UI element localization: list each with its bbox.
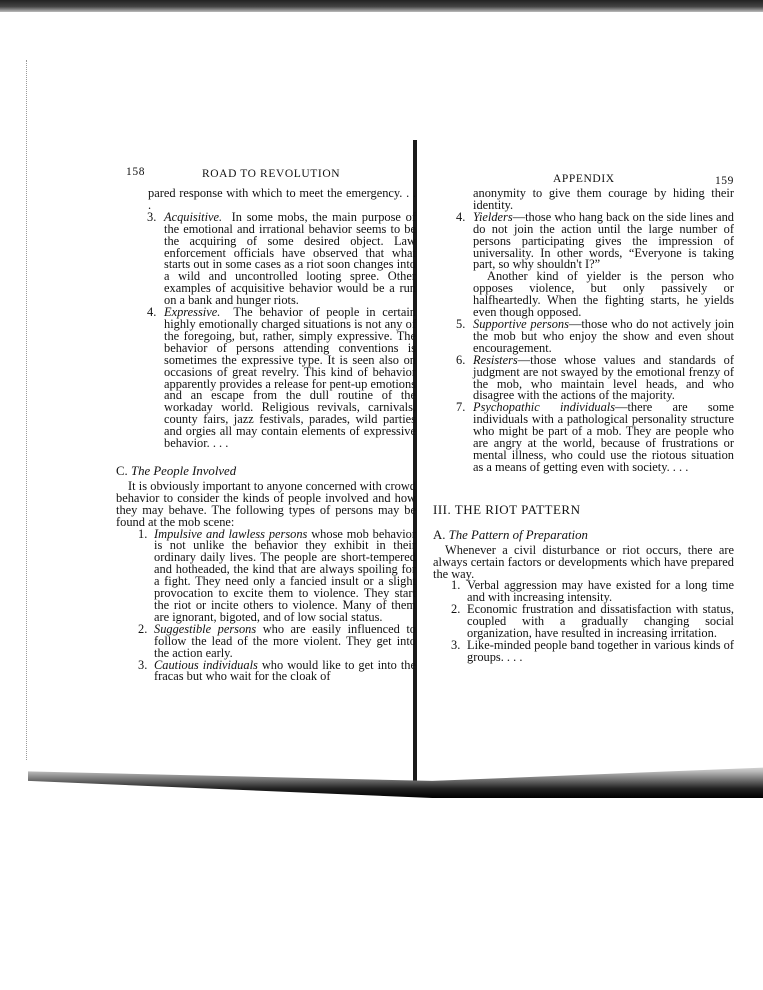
left-continuation: pared response with which to meet the emergency. . . . <box>148 186 416 212</box>
item-text: Economic frustration and dissatisfaction with status, coupled with a gradually changing social organization, have resulted in increasing irritation. <box>467 602 734 641</box>
section-label: A. <box>433 527 446 542</box>
item-number: 2. <box>138 621 148 636</box>
item-number: 3. <box>451 638 461 652</box>
item-term: Psychopathic individuals <box>473 400 616 415</box>
left-running-head <box>116 166 416 186</box>
item-text: —those who hang back on the side lines and do not join the action until the large number of persons participating gives the impression of universality. In other words, “Everyone is taking part, so why shouldn't I?” <box>473 209 734 272</box>
right-page <box>431 166 734 664</box>
item-text: who would like to get into the fracas but who wait for the cloak of <box>154 657 417 684</box>
scan-bottom-shadow <box>28 760 763 798</box>
list-item <box>116 526 416 624</box>
item-number: 3. <box>138 657 148 672</box>
list-item <box>431 352 734 403</box>
item-text: whose mob behavior is not unlike the behavior they exhibit in their ordinary daily lives. The people are short-tempered and hotheaded, the kind that are always spoiling for a fight. They need only a fancied insult or a slight provocation to excite them to violence. They start the riot or incite others to violence. Many of them are ignorant, bigoted, and of low social status. <box>154 526 416 624</box>
section-intro: It is obviously important to anyone concerned with crowd behavior to consider the kinds of people involved and how they may behave. The following types of persons may be found at the mob scene: <box>116 478 416 529</box>
list-item <box>431 580 734 604</box>
item-term: Yielders <box>473 209 513 224</box>
item-text: —there are some individuals with a pathological personality structure who might be part of a mob. They are people who are angry at the world, because of frustrations or mental illness, who could use the riotous situation as a means of getting even with society. . . . <box>473 400 734 474</box>
section-title: The Pattern of Preparation <box>448 527 588 542</box>
left-page <box>116 166 416 683</box>
item-number: 1. <box>138 526 148 541</box>
item-text: who are easily influenced to follow the lead of the more violent. They get into the action early. <box>154 621 417 660</box>
item-text: Like-minded people band together in various kinds of groups. . . . <box>467 638 734 664</box>
section-label: C. <box>116 463 128 478</box>
list-item <box>431 604 734 640</box>
item-extra-paragraph: Another kind of yielder is the person who opposes violence, but only passively or halfheartedly. When the fighting starts, he yields even though opposed. <box>473 269 734 320</box>
scan-left-edge <box>26 60 28 760</box>
right-running-title: APPENDIX <box>553 173 615 185</box>
section-title: The People Involved <box>130 463 237 478</box>
item-text: In some mobs, the main purpose of the emotional and irrational behavior seems to be the acquiring of some desired object. Law enforcement officials have observed that what starts out in some cases as a riot soon changes into a wild and uncontrolled looting spree. Other examples of acquisitive behavior would be a run on a bank and hunger riots. <box>164 209 416 308</box>
item-term: Expressive. <box>164 305 221 320</box>
section-intro: Whenever a civil disturbance or riot occurs, there are always certain factors or developments which have prepared the way. <box>433 542 734 581</box>
item-text: —those who do not actively join the mob but who enjoy the show and even shout encouragement. <box>473 316 734 355</box>
list-item <box>116 621 417 660</box>
list-item <box>431 640 734 664</box>
list-item <box>116 307 416 450</box>
item-text: —those whose values and standards of judgment are not swayed by the emotional frenzy of the mob, who maintain level heads, and who disagree with the actions of the majority. <box>473 352 734 403</box>
item-number: 3. <box>147 209 157 224</box>
item-term: Cautious individuals <box>154 657 258 672</box>
section-heading <box>433 528 734 543</box>
item-number: 2. <box>451 602 461 617</box>
list-item <box>431 402 734 473</box>
right-running-head <box>431 166 734 186</box>
section-heading <box>116 464 416 479</box>
item-number: 4. <box>147 305 157 320</box>
right-page-number: 159 <box>714 175 734 187</box>
item-number: 6. <box>456 352 466 367</box>
item-number: 4. <box>456 209 466 224</box>
item-term: Supportive persons <box>473 316 569 331</box>
item-text: Verbal aggression may have existed for a long time and with increasing intensity. <box>467 578 734 605</box>
item-term: Acquisitive. <box>164 209 223 224</box>
list-item <box>116 657 417 684</box>
item-text: The behavior of people in certain highly emotionally charged situations is not any of the foregoing, but, rather, simply expressive. The behavior of persons attending conventions is sometimes the expressive type. It is seen also on occasions of great revelry. This kind of behavior apparently provides a release for pent-up emotions and an escape from the dull routine of the workaday world. Religious revivals, carnivals, county fairs, jazz festivals, parades, wild parties and orgies all may contain elements of expressive behavior. . . . <box>164 305 416 451</box>
item-number: 7. <box>456 400 466 415</box>
scan-top-edge <box>0 0 763 12</box>
left-page-number: 158 <box>126 166 146 178</box>
item-term: Impulsive and lawless persons <box>154 526 308 541</box>
list-item <box>431 209 734 320</box>
left-running-title: ROAD TO REVOLUTION <box>202 168 341 180</box>
list-item <box>116 209 416 308</box>
list-item <box>431 316 734 355</box>
item-number: 5. <box>456 316 466 331</box>
item-number: 1. <box>451 578 461 593</box>
right-continuation: anonymity to give them courage by hiding their identity. <box>473 186 734 212</box>
item-term: Suggestible persons <box>154 621 257 636</box>
major-heading: III. THE RIOT PATTERN <box>433 501 581 517</box>
item-term: Resisters <box>473 352 518 367</box>
